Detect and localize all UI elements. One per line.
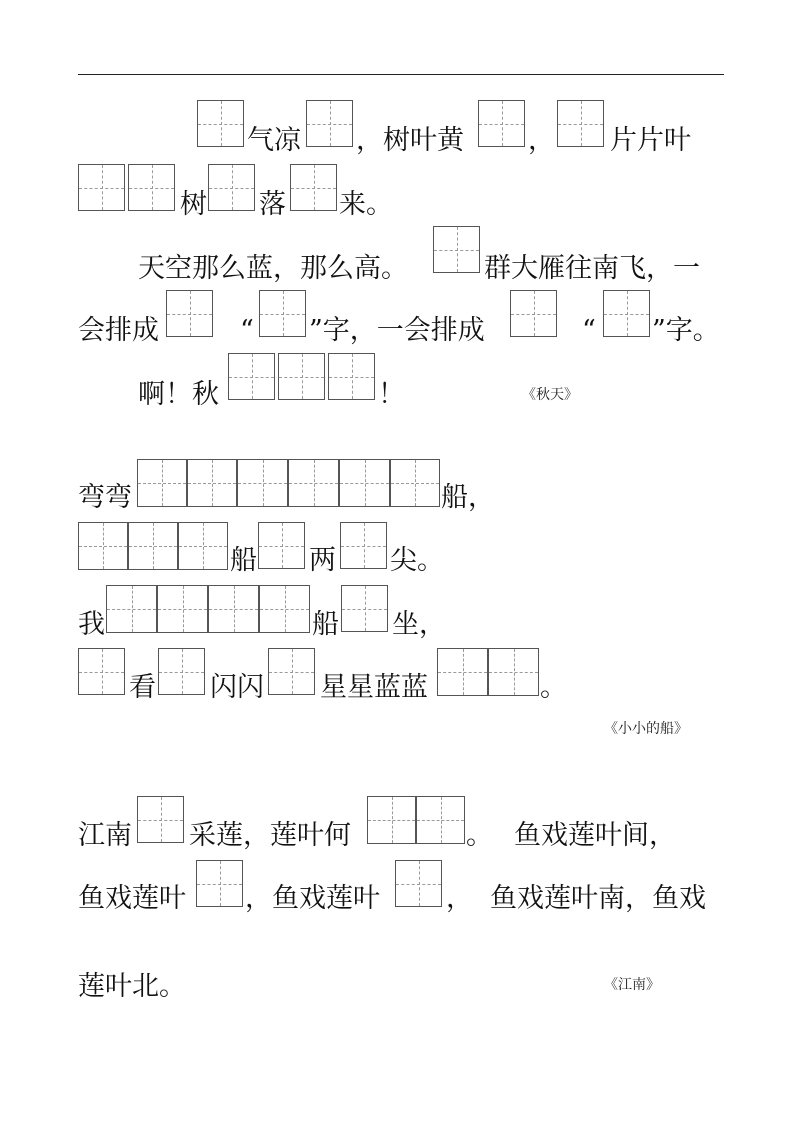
blank-box[interactable] (137, 459, 187, 507)
blank-box[interactable] (340, 522, 387, 569)
text-segment: 坐， (392, 609, 446, 640)
blank-box[interactable] (488, 648, 539, 696)
text-segment: 船， (441, 482, 495, 513)
text-segment: ，树叶黄 (356, 125, 464, 156)
text-segment: 。 (466, 820, 493, 851)
blank-box[interactable] (557, 100, 604, 147)
text-segment: 弯弯 (78, 482, 132, 513)
blank-box[interactable] (157, 585, 208, 633)
text-segment: 看 (129, 672, 156, 703)
text-segment: ， (528, 125, 555, 156)
text-segment: 树 (180, 189, 207, 220)
blank-box[interactable] (437, 648, 488, 696)
blank-box[interactable] (603, 290, 650, 337)
blank-box[interactable] (78, 522, 128, 570)
text-segment: ”字。 (652, 315, 720, 346)
blank-box[interactable] (196, 860, 243, 907)
blank-box[interactable] (288, 459, 339, 507)
blank-box[interactable] (306, 100, 353, 147)
blank-box[interactable] (510, 290, 557, 337)
blank-box[interactable] (341, 585, 388, 632)
blank-box[interactable] (237, 459, 288, 507)
poem-source: 《秋天》 (522, 387, 578, 403)
blank-box[interactable] (433, 226, 480, 273)
blank-box[interactable] (395, 860, 442, 907)
poem-source: 《小小的船》 (604, 721, 688, 737)
blank-box[interactable] (128, 522, 178, 570)
blank-box[interactable] (259, 585, 310, 633)
text-segment: ， (446, 883, 473, 914)
blank-box[interactable] (158, 648, 205, 695)
text-segment: 啊！秋 (138, 379, 219, 410)
blank-box[interactable] (478, 100, 525, 147)
blank-box[interactable] (106, 585, 157, 633)
blank-box[interactable] (328, 353, 375, 400)
text-segment: ！ (378, 379, 405, 410)
blank-box[interactable] (228, 353, 275, 400)
text-segment: ，鱼戏莲叶 (245, 883, 380, 914)
text-segment: 气凉 (247, 125, 301, 156)
text-segment: 闪闪 (210, 672, 264, 703)
blank-box[interactable] (166, 290, 213, 337)
text-segment: 落 (259, 189, 286, 220)
blank-box[interactable] (278, 353, 325, 400)
poem-source: 《江南》 (604, 977, 660, 993)
text-segment: “ (240, 315, 254, 346)
text-segment: 鱼戏莲叶间， (514, 820, 676, 851)
blank-box[interactable] (78, 164, 125, 211)
blank-box[interactable] (339, 459, 390, 507)
text-segment: 会排成 (78, 315, 159, 346)
text-segment: 。 (540, 672, 567, 703)
text-segment: 船 (312, 609, 339, 640)
blank-box[interactable] (128, 164, 175, 211)
blank-box[interactable] (208, 585, 259, 633)
text-segment: 两 (309, 545, 336, 576)
blank-box[interactable] (178, 522, 228, 570)
text-segment: 片片叶 (610, 125, 691, 156)
blank-box[interactable] (390, 459, 440, 507)
text-segment: 尖。 (390, 545, 444, 576)
blank-box[interactable] (416, 796, 465, 844)
text-segment: 江南 (78, 820, 132, 851)
text-segment: 鱼戏莲叶 (78, 883, 186, 914)
text-segment: 鱼戏莲叶南，鱼戏 (490, 883, 706, 914)
text-segment: 船 (230, 545, 257, 576)
header-rule (78, 74, 724, 75)
text-segment: 天空那么蓝，那么高。 (138, 253, 408, 284)
text-segment: “ (582, 315, 596, 346)
blank-box[interactable] (268, 648, 315, 695)
text-segment: 采莲，莲叶何 (189, 820, 351, 851)
text-segment: 来。 (339, 189, 393, 220)
blank-box[interactable] (367, 796, 416, 844)
blank-box[interactable] (259, 290, 306, 337)
text-segment: ”字，一会排成 (309, 315, 485, 346)
text-segment: 星星蓝蓝 (320, 672, 428, 703)
blank-box[interactable] (187, 459, 237, 507)
blank-box[interactable] (208, 164, 255, 211)
blank-box[interactable] (137, 796, 184, 843)
blank-box[interactable] (197, 100, 244, 147)
blank-box[interactable] (78, 648, 125, 695)
text-segment: 莲叶北。 (78, 971, 186, 1002)
text-segment: 群大雁往南飞，一 (484, 253, 700, 284)
blank-box[interactable] (290, 164, 337, 211)
blank-box[interactable] (258, 522, 305, 569)
text-segment: 我 (78, 609, 105, 640)
